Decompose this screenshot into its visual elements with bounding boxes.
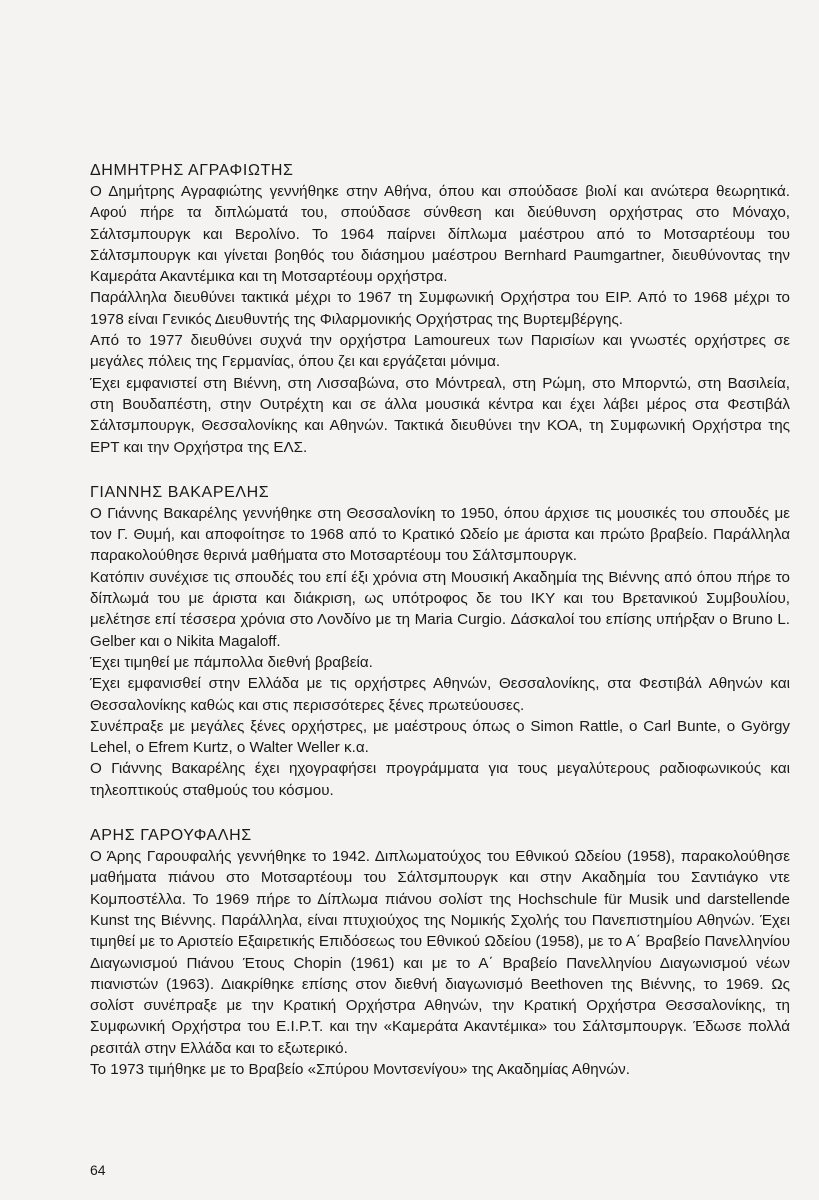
paragraph: Έχει τιμηθεί με πάμπολλα διεθνή βραβεία. [90,653,373,671]
paragraph: Κατόπιν συνέχισε τις σπουδές του επί έξι χρόνια στη Μουσική Ακαδημία της Βιέννης από όπου πήρε το δίπλωμά του με άριστα και διάκριση, ως υπότροφος δε του ΙΚΥ και του Βρετανικού Συμβουλίου, μελέτησε επί τέσσερα χρόνια στο Λονδίνο με τη Maria Curgio. Δάσκαλοί του επίσης υπήρξαν ο Bruno L. Gelber και ο Nikita Magaloff. [90,568,790,650]
paragraph: Έχει εμφανισθεί στην Ελλάδα με τις ορχήστρες Αθηνών, Θεσσαλονίκης, στα Φεστιβάλ Αθηνών και Θεσσαλονίκης καθώς και στις περισσότερες ξένες πρωτεύουσες. [90,675,790,714]
section-title: ΑΡΗΣ ΓΑΡΟΥΦΑΛΗΣ [90,827,252,845]
paragraph: Έχει εμφανιστεί στη Βιέννη, στη Λισσαβώνα, στο Μόντρεαλ, στη Ρώμη, στο Μπορντώ, στη Βασιλεία, στη Βουδαπέστη, στην Ουτρέχτη και σε άλλα μουσικά κέντρα και έχει λάβει μέρος στα Φεστιβάλ Σάλτσμπουργκ, Θεσσαλονίκης και Αθηνών. Τακτικά διευθύνει την ΚΟΑ, τη Συμφωνική Ορχήστρα της ΕΡΤ και την Ορχήστρα της ΕΛΣ. [90,374,790,456]
paragraph: Παράλληλα διευθύνει τακτικά μέχρι το 1967 τη Συμφωνική Ορχήστρα του ΕΙΡ. Από το 1968 μέχρι το 1978 είναι Γενικός Διευθυντής της Φιλαρμονικής Ορχήστρας της Βυρτεμβέργης. [90,289,790,328]
paragraph: Το 1973 τιμήθηκε με το Βραβείο «Σπύρου Μοντσενίγου» της Ακαδημίας Αθηνών. [90,1060,630,1078]
section-title: ΔΗΜΗΤΡΗΣ ΑΓΡΑΦΙΩΤΗΣ [90,162,294,179]
paragraph: Ο Άρης Γαρουφαλής γεννήθηκε το 1942. Διπλωματούχος του Εθνικού Ωδείου (1958), παρακολούθησε μαθήματα πιάνου στο Μοτσαρτέουμ του Σάλτσμπουργκ και στην Ακαδημία του Σαντιάγκο ντε Κομποστέλλα. Το 1969 πήρε το Δίπλωμα πιάνου σολίστ της Hochschule für Musik und darstellende Kunst της Βιέννης. Παράλληλα, είναι πτυχιούχος της Νομικής Σχολής του Πανεπιστημίου Αθηνών. Έχει τιμηθεί με το Αριστείο Εξαιρετικής Επιδόσεως του Εθνικού Ωδείου (1958), με το Α΄ Βραβείο Πανελληνίου Διαγωνισμού Πιάνου Έτους Chopin (1961) και με το Α΄ Βραβείο Πανελληνίου Διαγωνισμού νέων πιανιστών (1963). Διακρίθηκε επίσης στον διεθνή διαγωνισμό Beethoven της Βιέννης, το 1969. Ως σολίστ συνέπραξε με την Κρατική Ορχήστρα Αθηνών, την Κρατική Ορχήστρα Θεσσαλονίκης, τη Συμφωνική Ορχήστρα του Ε.Ι.Ρ.Τ. και την «Καμεράτα Ακαντέμικα» του Σάλτσμπουργκ. Έδωσε πολλά ρεσιτάλ στην Ελλάδα και το εξωτερικό. [90,848,790,1057]
paragraph: Συνέπραξε με μεγάλες ξένες ορχήστρες, με μαέστρους όπως ο Simon Rattle, ο Carl Bunte, ο György Lehel, ο Efrem Kurtz, ο Walter Weller κ.α. [90,717,790,757]
section-title: ΓΙΑΝΝΗΣ ΒΑΚΑΡΕΛΗΣ [90,483,270,501]
section-vakarelis [90,482,790,801]
section-agrafiotis [90,160,790,458]
paragraph: Από το 1977 διευθύνει συχνά την ορχήστρα Lamoureux των Παρισίων και γνωστές ορχήστρες σε μεγάλες πόλεις της Γερμανίας, όπου ζει και εργάζεται μόνιμα. [90,332,790,371]
page-number: 64 [90,1162,106,1178]
paragraph: Ο Γιάννης Βακαρέλης γεννήθηκε στη Θεσσαλονίκη το 1950, όπου άρχισε τις μουσικές του σπουδές με τον Γ. Θυμή, και αποφοίτησε το 1968 από το Κρατικό Ωδείο με άριστα και πρώτο βραβείο. Παράλληλα παρακολούθησε θερινά μαθήματα στο Μοτσαρτέουμ του Σάλτσμπουργκ. [90,504,790,565]
section-garoufalis [90,825,790,1080]
paragraph: Ο Γιάννης Βακαρέλης έχει ηχογραφήσει προγράμματα για τους μεγαλύτερους ραδιοφωνικούς και τηλεοπτικούς σταθμούς του κόσμου. [90,760,790,799]
page-content [90,160,790,1104]
paragraph: Ο Δημήτρης Αγραφιώτης γεννήθηκε στην Αθήνα, όπου και σπούδασε βιολί και ανώτερα θεωρητικά. Αφού πήρε τα διπλώματά του, σπούδασε σύνθεση και διεύθυνση ορχήστρας στο Μόναχο, Σάλτσμπουργκ και Βερολίνο. Το 1964 παίρνει δίπλωμα μαέστρου από το Μοτσαρτέουμ του Σάλτσμπουργκ και γίνεται βοηθός του διάσημου μαέστρου Bernhard Paumgartner, διευθύνοντας την Καμεράτα Ακαντέμικα και τη Μοτσαρτέουμ ορχήστρα. [90,183,790,286]
